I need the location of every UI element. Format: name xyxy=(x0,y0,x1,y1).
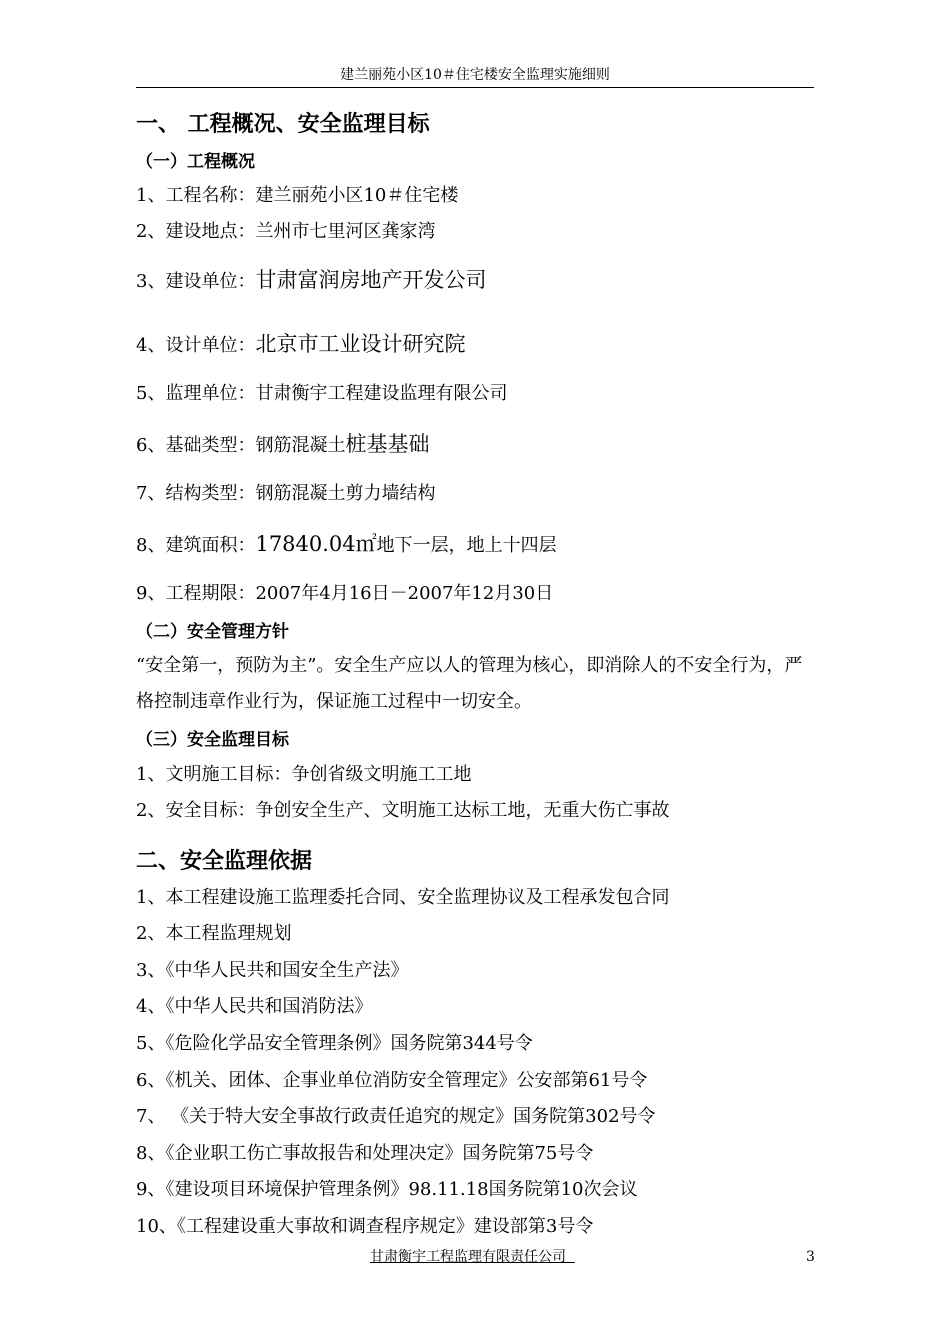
item-label: 6、基础类型： xyxy=(136,435,256,456)
sub2-heading: （二）安全管理方针 xyxy=(136,622,289,642)
item-label: 7、结构类型： xyxy=(136,483,256,504)
item-value: 甘肃富润房地产开发公司 xyxy=(255,268,487,292)
item-label: 4、设计单位： xyxy=(136,335,256,356)
basis-item: 1、本工程建设施工监理委托合同、安全监理协议及工程承发包合同 xyxy=(136,887,670,908)
basis-item: 8、《企业职工伤亡事故报告和处理决定》国务院第75号令 xyxy=(136,1143,594,1164)
goal-item: 1、文明施工目标：争创省级文明施工工地 xyxy=(136,764,472,785)
footer-company: 甘肃衡宇工程监理有限责任公司 xyxy=(370,1249,575,1265)
item-foundation xyxy=(136,432,429,458)
item-value: 钢筋混凝土剪力墙结构 xyxy=(255,483,436,504)
item-value: 2007年4月16日－2007年12月30日 xyxy=(255,583,554,604)
header-rule xyxy=(136,87,814,88)
item-area xyxy=(136,532,557,558)
item-value: 甘肃衡宇工程建设监理有限公司 xyxy=(255,383,508,404)
item-value-b: 地下一层，地上十四层 xyxy=(376,535,557,556)
basis-item: 3、《中华人民共和国安全生产法》 xyxy=(136,960,409,981)
page-number: 3 xyxy=(806,1249,815,1265)
basis-item: 2、本工程监理规划 xyxy=(136,923,292,944)
item-value: 钢筋混凝土 xyxy=(255,435,346,456)
item-value-b: 桩基基础 xyxy=(345,432,430,456)
item-label: 2、建设地点： xyxy=(136,221,256,242)
item-value: 建兰丽苑小区10＃住宅楼 xyxy=(255,185,459,206)
page-header: 建兰丽苑小区10＃住宅楼安全监理实施细则 xyxy=(340,67,610,83)
item-designer xyxy=(136,332,465,358)
sub3-heading: （三）安全监理目标 xyxy=(136,730,289,750)
item-period xyxy=(136,582,553,606)
section2-heading: 二、安全监理依据 xyxy=(136,849,313,874)
basis-item: 10、《工程建设重大事故和调查程序规定》建设部第3号令 xyxy=(136,1216,594,1237)
item-label: 3、建设单位： xyxy=(136,271,256,292)
item-label: 8、建筑面积： xyxy=(136,535,256,556)
basis-item: 9、《建设项目环境保护管理条例》98.11.18国务院第10次会议 xyxy=(136,1179,638,1200)
item-value: 17840.04㎡ xyxy=(255,532,377,556)
goal-item: 2、安全目标：争创安全生产、文明施工达标工地，无重大伤亡事故 xyxy=(136,800,670,821)
sub1-heading: （一）工程概况 xyxy=(136,152,255,172)
section1-heading: 一、 工程概况、安全监理目标 xyxy=(136,112,430,137)
basis-item: 4、《中华人民共和国消防法》 xyxy=(136,996,373,1017)
item-developer xyxy=(136,268,486,294)
basis-item: 6、《机关、团体、企事业单位消防安全管理定》公安部第61号令 xyxy=(136,1070,648,1091)
item-label: 5、监理单位： xyxy=(136,383,256,404)
item-location xyxy=(136,220,435,244)
item-structure xyxy=(136,482,435,506)
item-project-name xyxy=(136,184,458,208)
item-supervisor xyxy=(136,382,507,406)
basis-item: 7、 《关于特大安全事故行政责任追究的规定》国务院第302号令 xyxy=(136,1106,656,1127)
item-value: 北京市工业设计研究院 xyxy=(255,332,466,356)
policy-paragraph: “安全第一，预防为主”。安全生产应以人的管理为核心，即消除人的不安全行为，严格控制违章作业行为，保证施工过程中一切安全。 xyxy=(136,655,803,712)
basis-item: 5、《危险化学品安全管理条例》国务院第344号令 xyxy=(136,1033,533,1054)
item-label: 1、工程名称： xyxy=(136,185,256,206)
item-label: 9、工程期限： xyxy=(136,583,256,604)
item-value: 兰州市七里河区龚家湾 xyxy=(255,221,436,242)
page-footer xyxy=(0,1246,950,1268)
